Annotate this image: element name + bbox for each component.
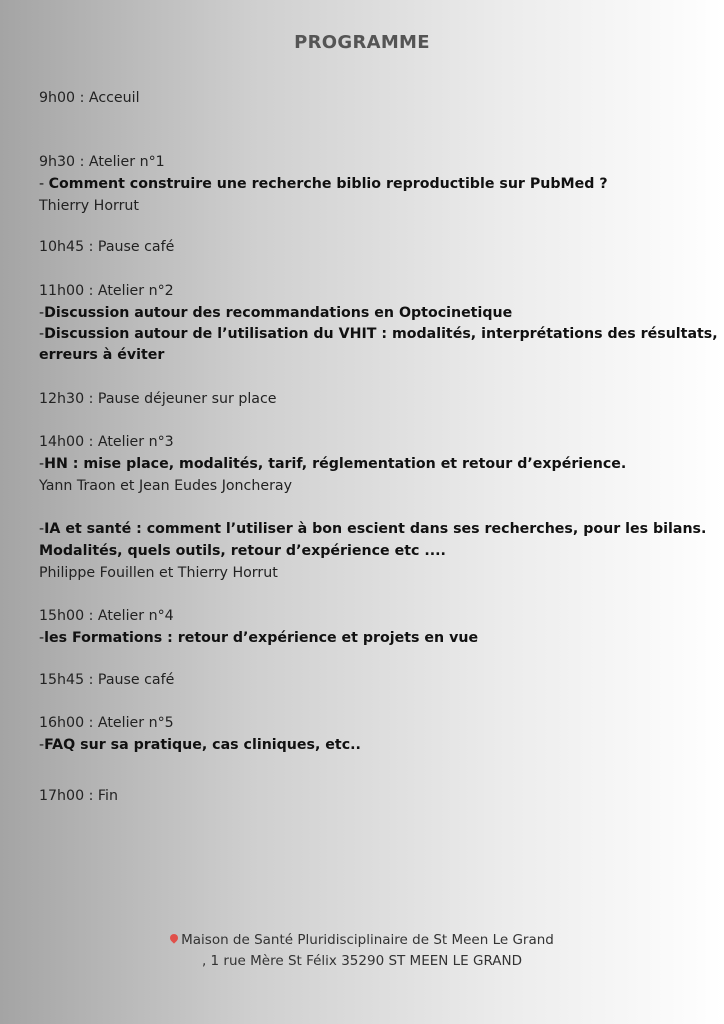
schedule-0930: 9h30 : Atelier n°1	[39, 154, 165, 170]
workshop2-topic-a: -Discussion autour des recommandations en Optocinetique	[39, 305, 513, 321]
workshop3-speakers-b: Philippe Fouillen et Thierry Horrut	[39, 565, 278, 581]
page-title: PROGRAMME	[294, 32, 430, 53]
schedule-1230: 12h30 : Pause déjeuner sur place	[39, 391, 277, 407]
schedule-0900: 9h00 : Acceuil	[39, 90, 140, 106]
location-pin-icon	[168, 932, 179, 943]
venue-name: Maison de Santé Pluridisciplinaire de St Meen Le Grand	[0, 932, 724, 948]
workshop3-topic-a: -HN : mise place, modalités, tarif, réglementation et retour d’expérience.	[39, 456, 627, 472]
venue-address: , 1 rue Mère St Félix 35290 ST MEEN LE GRAND	[201, 953, 523, 969]
schedule-1400: 14h00 : Atelier n°3	[39, 434, 174, 450]
schedule-1700: 17h00 : Fin	[39, 788, 118, 804]
workshop2-topic-b: -Discussion autour de l’utilisation du VHIT : modalités, interprétations des résultats,	[39, 326, 718, 342]
schedule-1045: 10h45 : Pause café	[39, 239, 175, 255]
schedule-1545: 15h45 : Pause café	[39, 672, 175, 688]
workshop3-topic-b-cont: Modalités, quels outils, retour d’expérience etc ....	[39, 543, 446, 559]
workshop3-speakers-a: Yann Traon et Jean Eudes Joncheray	[39, 478, 292, 494]
workshop4-topic: -les Formations : retour d’expérience et projets en vue	[39, 630, 479, 646]
schedule-1500: 15h00 : Atelier n°4	[39, 608, 174, 624]
schedule-1600: 16h00 : Atelier n°5	[39, 715, 174, 731]
workshop5-topic: -FAQ sur sa pratique, cas cliniques, etc..	[39, 737, 361, 753]
workshop1-speaker: Thierry Horrut	[39, 198, 139, 214]
workshop1-topic: - Comment construire une recherche biblio reproductible sur PubMed ?	[39, 176, 608, 192]
workshop3-topic-b: -IA et santé : comment l’utiliser à bon escient dans ses recherches, pour les bilans.	[39, 521, 707, 537]
schedule-1100: 11h00 : Atelier n°2	[39, 283, 174, 299]
workshop2-topic-b-cont: erreurs à éviter	[39, 347, 165, 363]
